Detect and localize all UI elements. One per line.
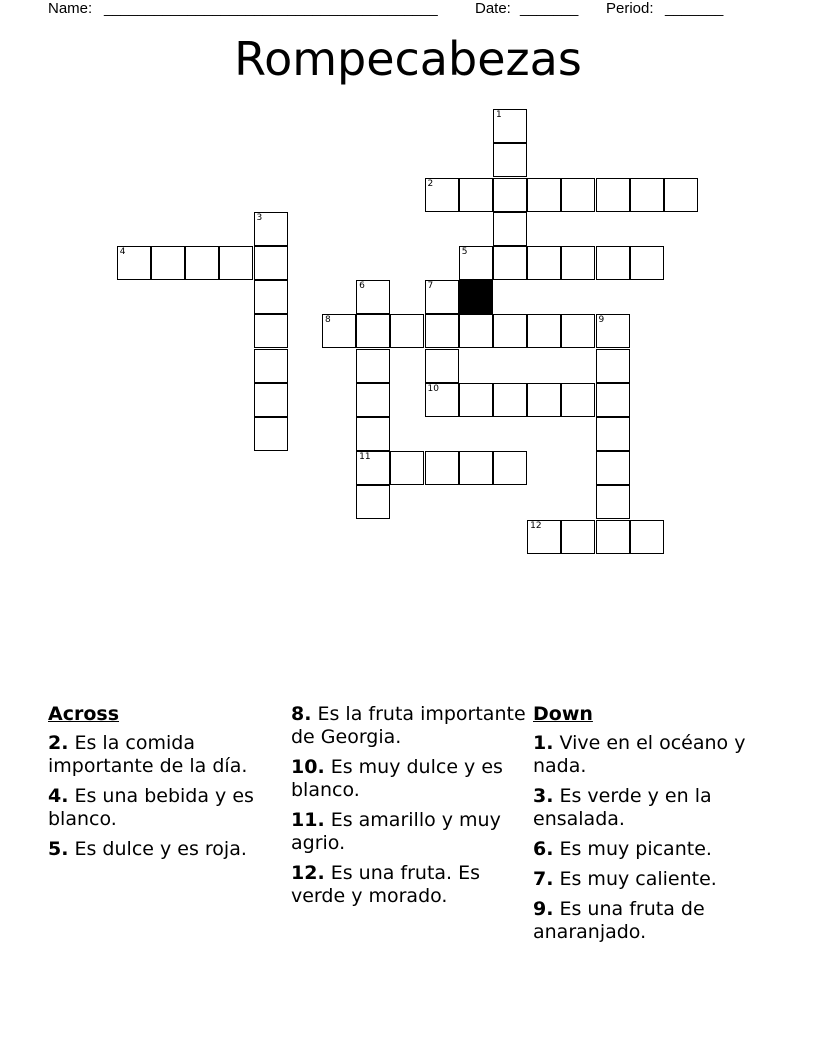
across-clue-11 (291, 809, 526, 855)
clue-number-10: 10 (427, 383, 439, 394)
grid-cell[interactable] (219, 246, 253, 280)
grid-cell[interactable] (596, 451, 630, 485)
clue-number-4: 4 (119, 247, 126, 258)
grid-cell[interactable] (561, 178, 595, 212)
clue-number: 10. (291, 756, 325, 778)
grid-cell[interactable] (425, 178, 459, 212)
clue-number-8: 8 (324, 315, 331, 326)
grid-cell[interactable] (425, 314, 459, 348)
grid-cell[interactable] (596, 349, 630, 383)
grid-cell[interactable] (561, 520, 595, 554)
grid-cell[interactable] (254, 417, 288, 451)
grid-cell[interactable] (493, 383, 527, 417)
clue-number: 3. (533, 785, 554, 807)
date-label: Date: (475, 0, 511, 17)
clue-number-5: 5 (461, 247, 468, 258)
period-label: Period: (606, 0, 654, 17)
grid-cell[interactable] (493, 109, 527, 143)
clue-text: Es dulce y es roja. (68, 838, 247, 860)
grid-cell[interactable] (596, 485, 630, 519)
grid-cell[interactable] (356, 383, 390, 417)
clue-number-1: 1 (495, 110, 502, 121)
grid-cell[interactable] (561, 246, 595, 280)
grid-cell[interactable] (630, 246, 664, 280)
clues-column-3 (533, 703, 768, 951)
clue-number-9: 9 (598, 315, 605, 326)
across-clue-4 (48, 785, 283, 831)
across-clue-8 (291, 703, 526, 749)
grid-cell[interactable] (425, 280, 459, 314)
grid-cell[interactable] (425, 451, 459, 485)
grid-cell[interactable] (493, 178, 527, 212)
grid-cell[interactable] (527, 178, 561, 212)
clue-text: Es muy dulce y es blanco. (291, 756, 503, 801)
grid-cell[interactable] (596, 520, 630, 554)
grid-cell[interactable] (596, 383, 630, 417)
grid-cell[interactable] (561, 314, 595, 348)
across-clue-12 (291, 862, 526, 908)
grid-cell[interactable] (561, 383, 595, 417)
clue-text: Es la comida importante de la día. (48, 732, 248, 777)
clue-text: Es la fruta importante de Georgia. (291, 703, 526, 748)
grid-cell[interactable] (390, 451, 424, 485)
across-heading: Across (48, 703, 120, 725)
grid-cell[interactable] (459, 383, 493, 417)
grid-cell[interactable] (356, 314, 390, 348)
clue-number: 4. (48, 785, 69, 807)
clue-number-12: 12 (530, 520, 542, 531)
grid-cell[interactable] (254, 212, 288, 246)
down-clue-9 (533, 898, 768, 944)
grid-cell[interactable] (356, 417, 390, 451)
clue-number: 6. (533, 838, 554, 860)
clue-text: Es amarillo y muy agrio. (291, 809, 501, 854)
grid-cell[interactable] (596, 178, 630, 212)
clue-text: Es muy picante. (553, 838, 712, 860)
name-blank[interactable]: ________________________________________ (104, 0, 438, 17)
period-blank[interactable]: _______ (665, 0, 724, 17)
grid-cell[interactable] (356, 451, 390, 485)
down-heading: Down (533, 703, 593, 725)
grid-cell[interactable] (254, 383, 288, 417)
grid-cell[interactable] (425, 383, 459, 417)
puzzle-title: Rompecabezas (234, 32, 582, 86)
grid-cell[interactable] (425, 349, 459, 383)
across-clue-10 (291, 756, 526, 802)
clue-text: Es una fruta de anaranjado. (533, 898, 705, 943)
grid-cell[interactable] (596, 417, 630, 451)
grid-cell[interactable] (322, 314, 356, 348)
grid-cell[interactable] (527, 383, 561, 417)
grid-cell[interactable] (493, 246, 527, 280)
date-blank[interactable]: _______ (520, 0, 579, 17)
clue-number-6: 6 (359, 281, 365, 292)
clue-text: Es una fruta. Es verde y morado. (291, 862, 481, 907)
clue-number: 11. (291, 809, 325, 831)
grid-cell[interactable] (527, 520, 561, 554)
grid-cell[interactable] (117, 246, 151, 280)
down-clue-1 (533, 732, 768, 778)
clue-number: 12. (291, 862, 325, 884)
clue-number: 8. (291, 703, 312, 725)
clue-number: 9. (533, 898, 554, 920)
clue-number-3: 3 (256, 212, 263, 223)
grid-cell[interactable] (459, 451, 493, 485)
grid-cell[interactable] (459, 314, 493, 348)
grid-cell[interactable] (185, 246, 219, 280)
clue-number: 7. (533, 868, 554, 890)
grid-cell[interactable] (459, 178, 493, 212)
clues-column-1 (48, 703, 283, 868)
clue-text: Es una bebida y es blanco. (48, 785, 254, 830)
clue-number: 5. (48, 838, 69, 860)
clue-number: 2. (48, 732, 69, 754)
grid-cell[interactable] (356, 280, 390, 314)
grid-cell[interactable] (459, 246, 493, 280)
grid-cell[interactable] (596, 246, 630, 280)
grid-cell[interactable] (493, 451, 527, 485)
grid-cell[interactable] (390, 314, 424, 348)
grid-cell[interactable] (630, 178, 664, 212)
grid-cell[interactable] (254, 280, 288, 314)
down-clue-7 (533, 868, 768, 891)
down-clue-6 (533, 838, 768, 861)
grid-cell[interactable] (493, 314, 527, 348)
grid-cell[interactable] (527, 246, 561, 280)
grid-cell[interactable] (356, 349, 390, 383)
grid-cell[interactable] (630, 520, 664, 554)
name-label: Name: (48, 0, 93, 17)
grid-cell[interactable] (151, 246, 185, 280)
clues-column-2 (291, 703, 526, 915)
grid-cell[interactable] (493, 212, 527, 246)
clue-text: Es verde y en la ensalada. (533, 785, 712, 830)
grid-cell[interactable] (596, 314, 630, 348)
grid-cell[interactable] (356, 485, 390, 519)
clue-text: Es muy caliente. (553, 868, 717, 890)
across-clue-5 (48, 838, 283, 861)
down-clue-3 (533, 785, 768, 831)
grid-cell[interactable] (527, 314, 561, 348)
clue-number-11: 11 (359, 452, 371, 463)
clue-number: 1. (533, 732, 554, 754)
black-cell (459, 280, 493, 314)
grid-cell[interactable] (664, 178, 698, 212)
across-clue-2 (48, 732, 283, 778)
grid-cell[interactable] (254, 246, 288, 280)
clue-text: Vive en el océano y nada. (533, 732, 746, 777)
grid-cell[interactable] (254, 314, 288, 348)
grid-cell[interactable] (254, 349, 288, 383)
clue-number-2: 2 (427, 178, 434, 189)
clue-number-7: 7 (427, 281, 434, 292)
grid-cell[interactable] (493, 143, 527, 177)
